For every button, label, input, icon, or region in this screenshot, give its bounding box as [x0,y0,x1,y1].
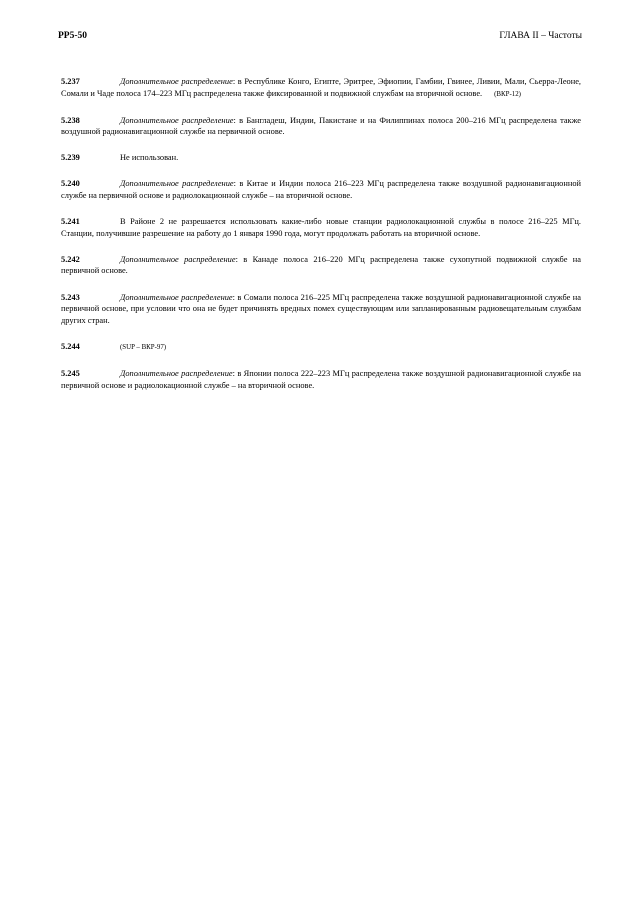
provision-number: 5.238 [61,115,80,125]
provision-text: : в Бангладеш, Индии, Пакистане и на Филиппинах полоса 200–216 МГц распределена также воздушной радионавигационной службе на первичной основе. [61,115,582,137]
provision-number: 5.239 [61,153,80,163]
provision-lead: Дополнительное распределение [120,115,234,125]
provision-lead: Дополнительное распределение [120,292,233,302]
provision-5-242 [61,254,581,277]
provision-suppressed: (SUP – ВКР-97) [120,343,167,351]
provision-lead: Дополнительное распределение [120,77,233,86]
provision-lead: Дополнительное распределение [120,254,236,264]
provision-text: : в Республике Конго, Египте, Эритрее, Эфиопии, Гамбии, Гвинее, Ливии, Мали, Сьерра-Леоне, Сомали и Чаде полоса 174–223 МГц распределена также фиксированной и подвижной службам на вторичной основе. [61,77,582,98]
provision-text: : в Китае и Индии полоса 216–223 МГц распределена также воздушной радионавигационной службе на первичной основе и радиолокационной службе – на вторичной основе. [61,179,581,201]
provision-5-237 [61,76,581,100]
provision-text: : в Сомали полоса 216–225 МГц распределена также воздушной радионавигационной службе на первичной основе, при условии что она не будет причинять вредных помех существующим или запланированным радиовещательным службам других стран. [61,292,582,325]
provision-5-243 [61,292,581,327]
provision-5-238 [61,115,581,138]
provision-number: 5.244 [61,341,80,351]
provision-text: В Районе 2 не разрешается использовать какие-либо новые станции радиолокационной службы в полосе 216–225 МГц. Станции, получившие разрешение на работу до 1 января 1990 года, могут продолжать работать на вторичной основе. [61,217,581,238]
provisions-list [61,76,581,406]
provision-5-241 [61,216,581,239]
page-number: РР5-50 [58,31,88,41]
provision-5-244 [61,341,581,354]
provision-text: : в Японии полоса 222–223 МГц распределена также воздушной радионавигационной службе на первичной основе и радиолокационной службе – на вторичной основе. [61,368,581,390]
provision-text: Не использован. [120,153,179,163]
provision-5-245 [61,368,581,391]
provision-number: 5.240 [61,179,80,189]
provision-number: 5.245 [61,368,80,378]
provision-text: : в Канаде полоса 216–220 МГц распределена также сухопутной подвижной службе на первичной основе. [61,254,581,276]
provision-lead: Дополнительное распределение [120,368,233,378]
chapter-title: ГЛАВА II – Частоты [499,31,582,41]
provision-number: 5.237 [61,77,80,86]
provision-number: 5.242 [61,254,80,264]
provision-5-239 [61,152,581,164]
provision-number: 5.243 [61,292,80,302]
provision-number: 5.241 [61,217,80,227]
provision-lead: Дополнительное распределение [120,179,234,189]
provision-5-240 [61,178,581,201]
provision-reference: (ВКР-12) [494,90,521,98]
